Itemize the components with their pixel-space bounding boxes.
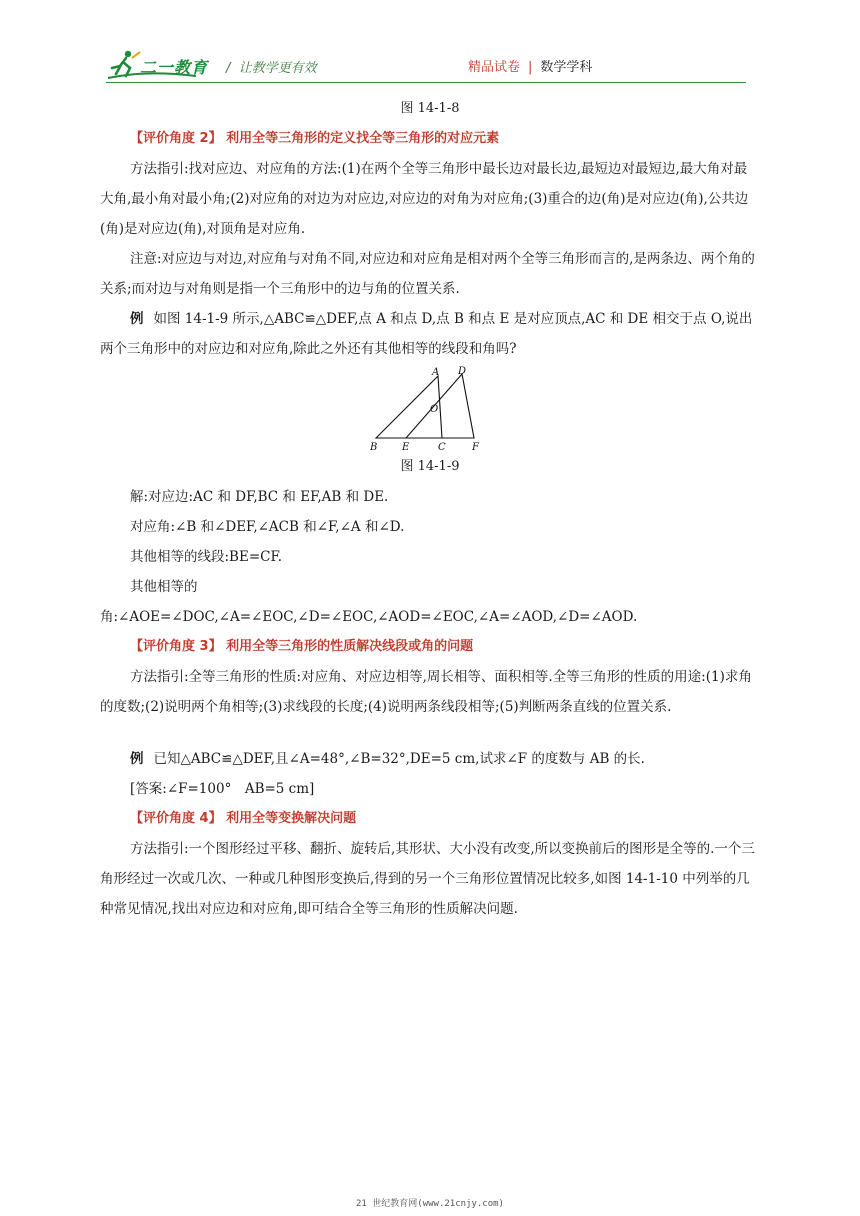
example-text-3: 已知△ABC≌△DEF,且∠A=48°,∠B=32°,DE=5 cm,试求∠F 的度数与 AB 的长. [153,751,645,767]
header-divider [106,82,746,83]
label-e: E [402,442,410,452]
document-body [100,94,760,924]
example-label: 例 [130,751,144,767]
header-subject-info [468,56,592,75]
solution-segments: 其他相等的线段:BE=CF. [130,549,283,565]
section-heading-3: 【评价角度 3】 利用全等三角形的性质解决线段或角的问题 [130,639,474,654]
example-paragraph-2 [100,304,760,364]
solution-sides: 解:对应边:AC 和 DF,BC 和 EF,AB 和 DE. [130,489,389,505]
example-label: 例 [130,311,144,327]
label-f: F [472,442,479,452]
quality-label: 精品试卷 [468,60,521,75]
label-d: D [458,366,467,377]
answer-3: [答案:∠F=100° AB=5 cm] [130,781,315,797]
solution-other-angles: 角:∠AOE=∠DOC,∠A=∠EOC,∠D=∠EOC,∠AOD=∠EOC,∠A=∠AOD,∠D=∠AOD. [100,609,638,625]
example-paragraph-3 [100,744,760,774]
page-header [0,0,860,86]
spacer [100,722,760,744]
method-paragraph-3: 方法指引:全等三角形的性质:对应角、对应边相等,周长相等、面积相等.全等三角形的性质的用途:(1)求角的度数;(2)说明两个角相等;(3)求线段的长度;(4)说明两条线段相等;(5)判断两条直线的位置关系. [100,669,752,715]
header-separator: | [528,60,533,75]
solution-angles: 对应角:∠B 和∠DEF,∠ACB 和∠F,∠A 和∠D. [130,519,405,535]
method-paragraph-4: 方法指引:一个图形经过平移、翻折、旋转后,其形状、大小没有改变,所以变换前后的图形是全等的.一个三角形经过一次或几次、一种或几种图形变换后,得到的另一个三角形位置情况比较多,如图 14-1-10 中列举的几种常见情况,找出对应边和对应角,即可结合全等三角形的性质解决问题. [100,841,755,917]
label-c: C [438,442,446,452]
example-text-2: 如图 14-1-9 所示,△ABC≌△DEF,点 A 和点 D,点 B 和点 E 是对应顶点,AC 和 DE 相交于点 O,说出两个三角形中的对应边和对应角,除此之外还有其他相等的线段和角吗? [100,311,753,357]
page-footer: 21 世纪教育网(www.21cnjy.com) [356,1199,504,1209]
figure-caption-14-1-9: 图 14-1-9 [400,459,460,474]
section-heading-4: 【评价角度 4】 利用全等变换解决问题 [130,811,357,826]
note-paragraph-2: 注意:对应边与对边,对应角与对角不同,对应边和对应角是相对两个全等三角形而言的,是两条边、两个角的关系;而对边与对角则是指一个三角形中的边与角的位置关系. [100,251,755,297]
subject-label: 数学学科 [540,60,593,75]
label-a: A [432,367,440,378]
section-heading-2: 【评价角度 2】 利用全等三角形的定义找全等三角形的对应元素 [130,131,500,146]
label-b: B [370,442,378,452]
method-paragraph-2: 方法指引:找对应边、对应角的方法:(1)在两个全等三角形中最长边对最长边,最短边对最短边,最大角对最大角,最小角对最小角;(2)对应角的对边为对应边,对应边的对角为对应角;(3)重合的边(角)是对应边(角),公共边(角)是对应边(角),对顶角是对应角. [100,161,749,237]
figure-caption-14-1-8: 图 14-1-8 [400,101,460,116]
triangle-figure-14-1-9 [370,366,490,452]
logo-text: 二一教育 [140,58,209,77]
solution-other-angles-label: 其他相等的 [130,579,198,595]
slogan: / 让教学更有效 [226,61,317,76]
label-o: O [430,404,439,415]
